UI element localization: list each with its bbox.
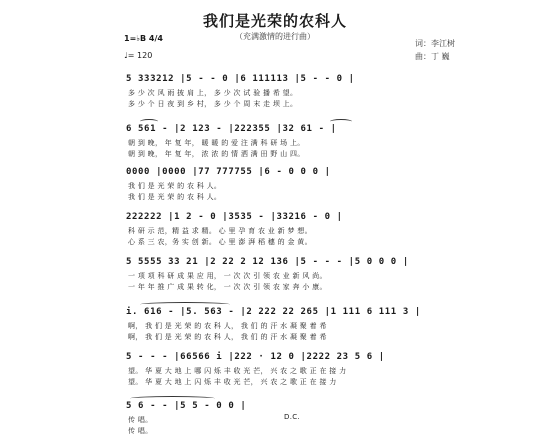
- song-subtitle: （充满激情的进行曲）: [235, 32, 315, 41]
- melody-line: 5 - - - |66566 i |222 · 12 0 |2222 23 5 6 |: [126, 352, 385, 362]
- lyric-verse-2: 多 少 个 日 夜 到 乡 村， 多 少 个 周 末 走 坝 上。: [128, 100, 298, 108]
- lyric-verse-2: 心 系 三 农，务 实 创 新。 心 里 澎 湃 稻 穗 的 金 黄。: [128, 238, 312, 246]
- lyric-verse-2: 啊， 我 们 是 光 荣 的 农 科 人， 我 们 的 汗 水 凝 聚 着 希: [128, 333, 327, 341]
- lyric-verse-2: 我 们 是 光 荣 的 农 科 人。: [128, 193, 222, 201]
- lyric-verse-1: 我 们 是 光 荣 的 农 科 人。: [128, 182, 222, 190]
- lyric-verse-1: 传 唱。: [128, 416, 153, 424]
- melody-line: 5 6 - - |5 5 - 0 0 |: [126, 401, 247, 411]
- lyric-verse-1: 一 项 项 科 研 成 果 应 用， 一 次 次 引 领 农 业 新 风 尚。: [128, 272, 327, 280]
- tempo-marking: ♩= 120: [124, 51, 153, 60]
- song-title: 我们是光荣的农科人: [202, 12, 347, 30]
- lyric-verse-2: 望。 华 夏 大 地 上 闪 烁 丰 收 光 芒， 兴 农 之 歌 正 在 接 力: [128, 378, 337, 386]
- melody-line: 222222 |1 2 - 0 |3535 - |33216 - 0 |: [126, 212, 343, 222]
- lyric-verse-1: 望。 华 夏 大 地 上 哪 闪 烁 丰 收 光 芒， 兴 农 之 歌 正 在 接 力: [128, 367, 347, 375]
- lyric-verse-1: 朝 到 晚， 年 复 年， 暖 暖 的 爱 注 满 科 研 场 上。: [128, 139, 305, 147]
- lyric-verse-1: 多 少 次 风 雨 披 肩 上， 多 少 次 试 验 播 希 望。: [128, 89, 298, 97]
- melody-line: i. 616 - |5. 563 - |2 222 22 265 |1 111 6 111 3 |: [126, 307, 421, 317]
- composer-credit: 曲：丁 巍: [415, 52, 450, 61]
- lyric-verse-2: 传 唱。: [128, 427, 153, 435]
- melody-line: 6 561 - |2 123 - |222355 |32 61 - |: [126, 124, 337, 134]
- lyric-verse-2: 朝 到 晚， 年 复 年， 浓 浓 的 情 洒 满 田 野 山 四。: [128, 150, 305, 158]
- key-signature: 1=♭B 4/4: [124, 34, 163, 43]
- lyricist-credit: 词：李江树: [415, 39, 455, 48]
- lyric-verse-2: 一 年 年 推 广 成 果 转 化， 一 次 次 引 领 农 家 奔 小 康。: [128, 283, 327, 291]
- melody-line: 5 5555 33 21 |2 22 2 12 136 |5 - - - |5 0 0 0 |: [126, 257, 409, 267]
- lyric-verse-1: 科 研 示 范，精 益 求 精。 心 里 孕 育 农 业 新 梦 想。: [128, 227, 312, 235]
- melody-line: 0000 |0000 |77 777755 |6 - 0 0 0 |: [126, 167, 331, 177]
- melody-line: 5 333212 |5 - - 0 |6 111113 |5 - - 0 |: [126, 74, 355, 84]
- lyric-verse-1: 啊， 我 们 是 光 荣 的 农 科 人， 我 们 的 汗 水 凝 聚 着 希: [128, 322, 327, 330]
- da-capo-marking: D.C.: [284, 413, 300, 421]
